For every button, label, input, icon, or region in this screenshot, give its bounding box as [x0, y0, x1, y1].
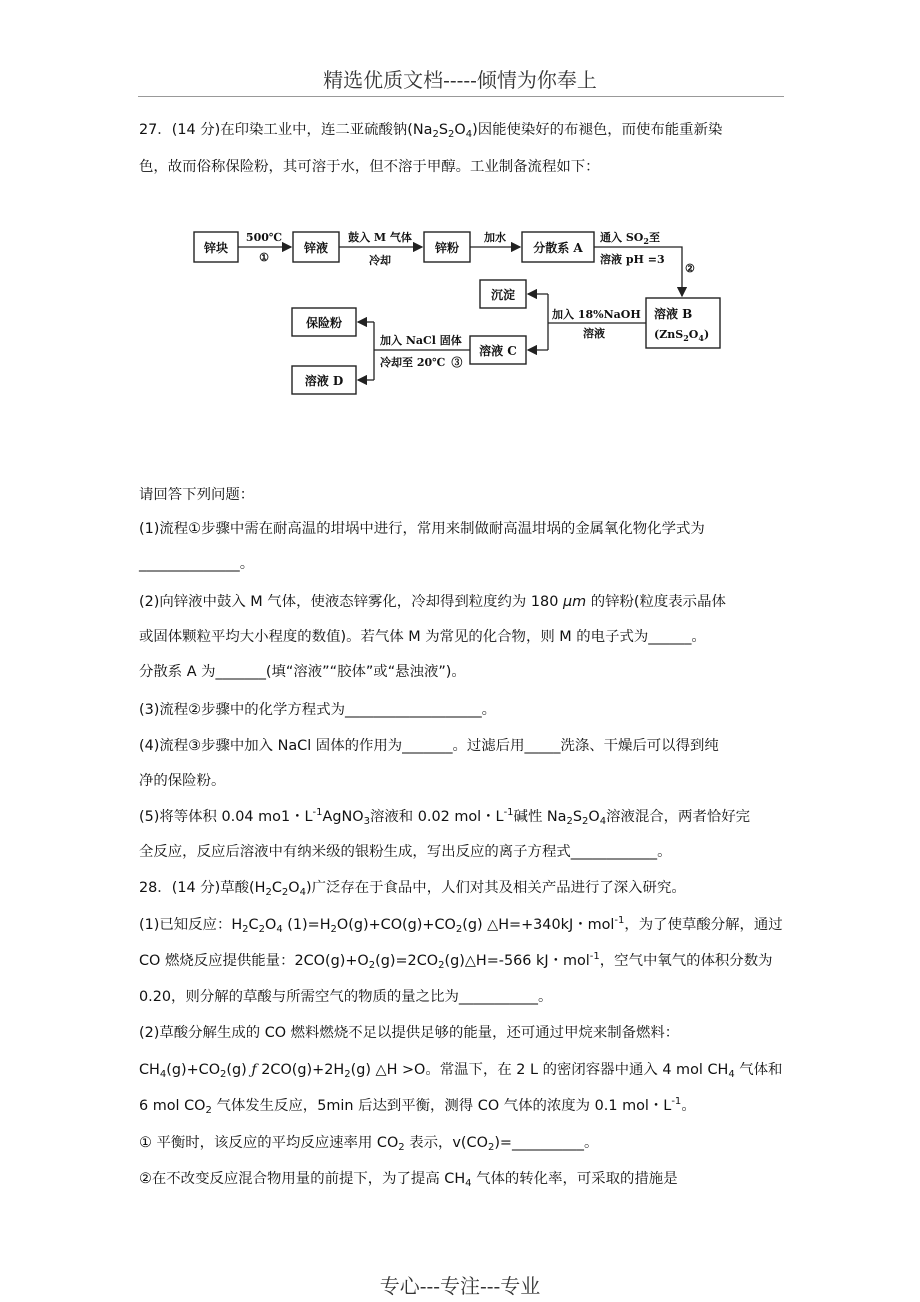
svg-text:锌块: 锌块	[203, 241, 229, 255]
q27-p2-line2: 或固体颗粒平均大小程度的数值)。若气体 M 为常见的化合物，则 M 的电子式为______。	[139, 629, 706, 645]
box-zinc-block	[194, 232, 238, 262]
q28-p2-line3: 6 mol $CO_2$ 气体发生反应，5min 后达到平衡，测得 CO 气体的浓度为 0.1 mol・$L^{-1}$。	[139, 1096, 696, 1116]
svg-text:(ZnS2O4): $(ZnS_2O_4)$	[654, 328, 710, 343]
q28-p2-line1: (2)草酸分解生成的 CO 燃料燃烧不足以提供足够的能量，还可通过甲烷来制备燃料：	[139, 1025, 680, 1041]
svg-text:分散系 A: 分散系 A	[533, 241, 583, 255]
svg-text:溶液 B: 溶液 B	[654, 307, 693, 321]
label-naoh-solution: 溶液	[583, 327, 605, 340]
box-insurance-powder	[292, 308, 356, 336]
box-solution-c	[470, 336, 526, 364]
box-solution-d	[292, 366, 356, 394]
q28-p2-line2: $CH_4(g)+CO_2(g)$ ƒ $2CO(g)+2H_2(g)$ △H >O。常温下，在 2 L 的密闭容器中通入 4 mol $CH_4$ 气体和	[139, 1062, 783, 1080]
q27-p5-line2: 全反应，反应后溶液中有纳米级的银粉生成，写出反应的离子方程式____________。	[139, 844, 672, 860]
q28-p1-line1: (1)已知反应：$H_2C_2O_4$ $(1)=H_2O(g)+CO(g)+CO_2(g)$ △H=+340kJ・mol$^{-1}$，为了使草酸分解，通过	[139, 915, 783, 935]
q27-p1-line1: (1)流程①步骤中需在耐高温的坩埚中进行，常用来制做耐高温坩埚的金属氧化物化学式为	[139, 521, 705, 537]
q28-intro: 28．(14 分)草酸$(H_2C_2O_4)$广泛存在于食品中，人们对其及相关产品进行了深入研究。	[139, 880, 686, 898]
label-pass-so2: 通入 $SO_2$至	[600, 231, 660, 246]
q27-p4-line1: (4)流程③步骤中加入 NaCl 固体的作用为_______。过滤后用_____洗涤、干燥后可以得到纯	[139, 738, 719, 754]
label-step2: ②	[685, 262, 695, 275]
header-title: 精选优质文档-----倾情为你奉上	[323, 68, 597, 92]
label-add-nacl: 加入 NaCl 固体	[380, 334, 462, 347]
svg-text:保险粉: 保险粉	[305, 316, 343, 330]
q28-p1-line3: 0.20，则分解的草酸与所需空气的物质的量之比为___________。	[139, 989, 553, 1005]
label-500c: 500℃	[245, 231, 283, 244]
q27-intro-line2: 色，故而俗称保险粉，其可溶于水，但不溶于甲醇。工业制备流程如下：	[139, 159, 600, 175]
q28-p1-line2: CO 燃烧反应提供能量：$2CO(g)+O_2(g)=2CO_2(g)\triangle H=-566$ kJ・mol$^{-1}$，空气中氧气的体积分数为	[139, 951, 773, 971]
q27-p1-line2: ______________。	[139, 556, 255, 572]
label-cool-20: 冷却至 20℃ ③	[380, 356, 463, 369]
q27-p2-line1: (2)向锌液中鼓入 M 气体，使液态锌雾化，冷却得到粒度约为 180 μm 的锌粉(粒度表示晶体	[139, 594, 726, 610]
q28-item2: ②在不改变反应混合物用量的前提下，为了提高 $CH_4$ 气体的转化率，可采取的措施是	[139, 1171, 678, 1189]
label-step1: ①	[259, 251, 269, 264]
svg-text:沉淀: 沉淀	[490, 288, 516, 302]
q27-prompt: 请回答下列问题：	[139, 487, 255, 503]
q27-p3: (3)流程②步骤中的化学方程式为___________________。	[139, 702, 497, 718]
box-solution-b	[646, 298, 720, 348]
process-flow-diagram	[188, 208, 748, 408]
svg-text:溶液 C: 溶液 C	[479, 344, 517, 358]
footer-text: 专心---专注---专业	[379, 1274, 541, 1298]
q27-p5-line1: (5)将等体积 0.04 mo1・$L^{-1}AgNO_3$溶液和 0.02 mol・$L^{-1}$碱性 $Na_2S_2O_4$溶液混合，两者恰好完	[139, 807, 751, 827]
header-rule	[138, 96, 784, 97]
label-ph3: 溶液 pH =3	[600, 253, 665, 266]
label-blow-m: 鼓入 M 气体	[348, 231, 412, 244]
label-add-water: 加水	[484, 231, 506, 244]
svg-text:锌液: 锌液	[303, 241, 329, 255]
box-zinc-liquid	[293, 232, 339, 262]
q27-intro-line1: 27．(14 分)在印染工业中，连二亚硫酸钠$(Na_2S_2O_4)$因能使染好的布褪色，而使布能重新染	[139, 122, 723, 140]
svg-text:溶液 D: 溶液 D	[304, 374, 344, 388]
q27-p2-line3: 分散系 A 为_______(填“溶液”“胶体”或“悬浊液”)。	[139, 664, 466, 680]
q28-item1: ① 平衡时，该反应的平均反应速率用 $CO_2$ 表示，$v(CO_2)=\_\_\_\_\_\_\_\_\_\_$。	[139, 1135, 599, 1153]
label-cool: 冷却	[369, 254, 391, 267]
box-dispersion-a	[522, 232, 594, 262]
label-add-naoh: 加入 18%NaOH	[552, 308, 641, 321]
box-precipitate	[480, 280, 526, 308]
svg-text:锌粉: 锌粉	[434, 241, 460, 255]
q27-p4-line2: 净的保险粉。	[139, 773, 226, 789]
box-zinc-powder	[424, 232, 470, 262]
